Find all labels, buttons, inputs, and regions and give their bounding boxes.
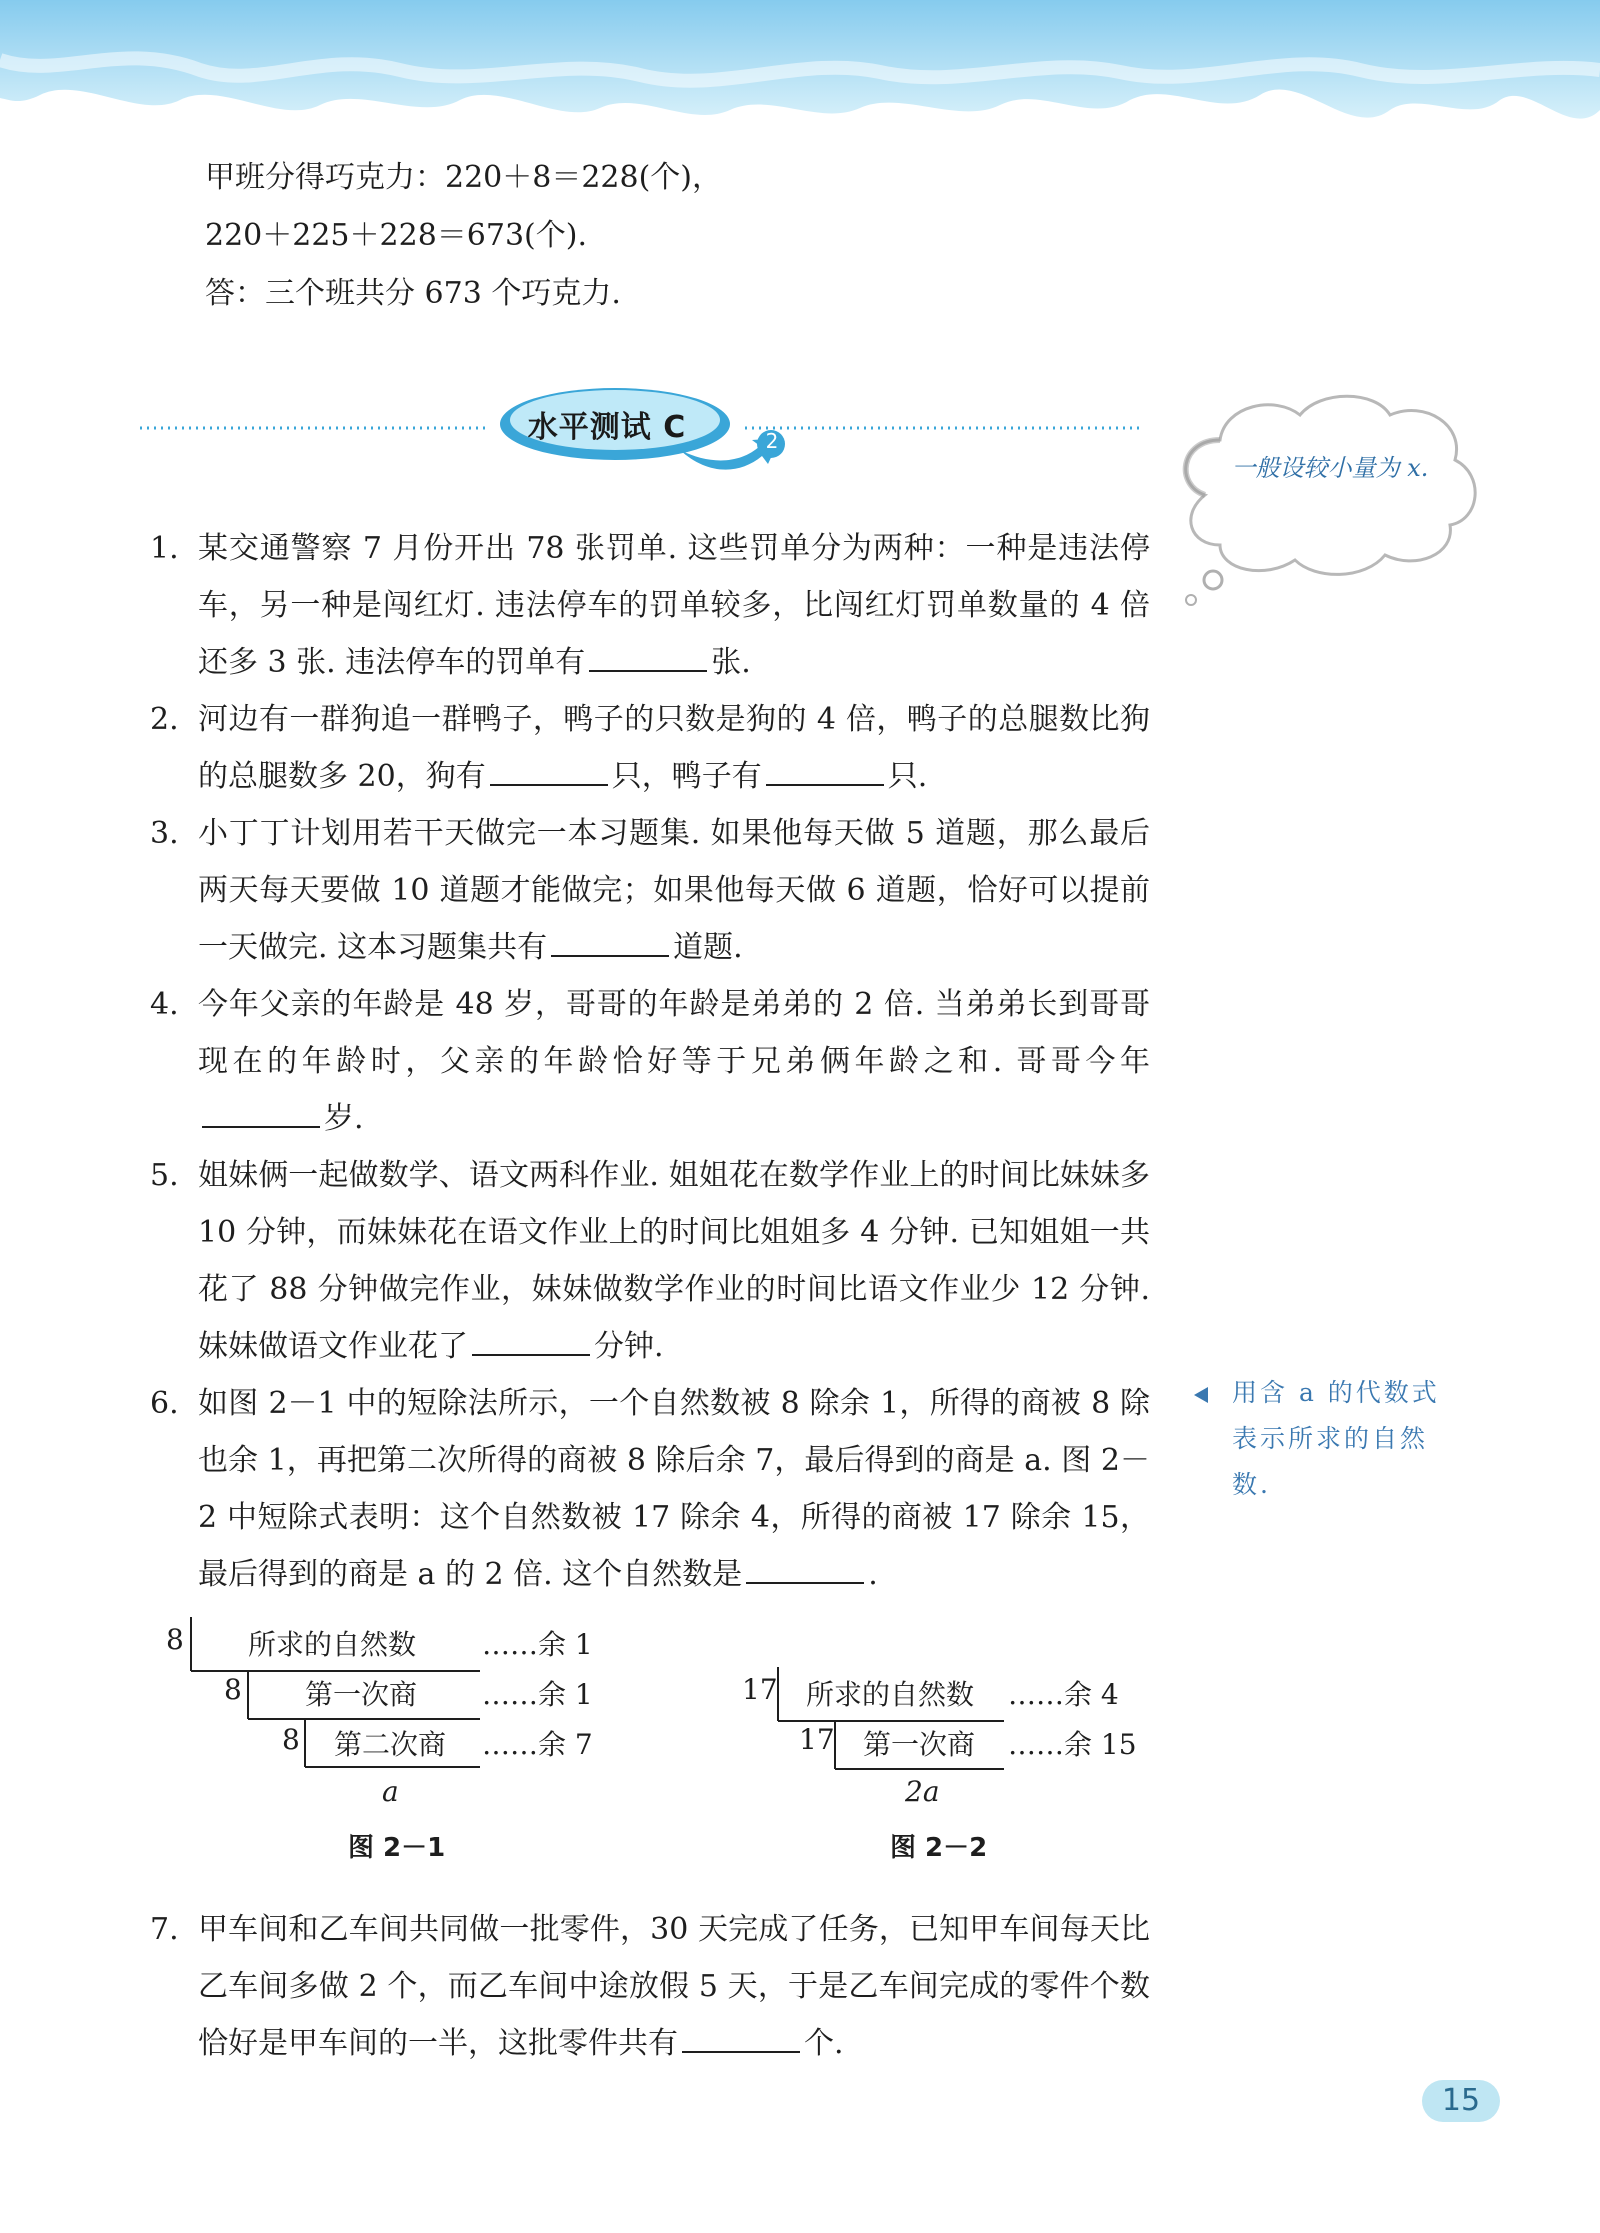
problem-2 xyxy=(150,691,1150,805)
thought-cloud-icon xyxy=(1165,385,1485,615)
problem-text: 某交通警察 7 月份开出 78 张罚单. 这些罚单分为两种：一种是违法停车，另一种是闯红灯. 违法停车的罚单较多，比闯红灯罚单数量的 4 倍还多 3 张. 违法停车的罚单有 xyxy=(198,531,1150,680)
problem-text-end: 个. xyxy=(804,2026,844,2061)
remainder: ……余 4 xyxy=(1008,1678,1119,1711)
quotient: 2a xyxy=(905,1775,940,1808)
figure-2-2 xyxy=(740,1665,1160,1875)
header-cloud-banner xyxy=(0,0,1600,150)
problem-text-end: 张. xyxy=(711,645,751,680)
figure-caption: 图 2－2 xyxy=(890,1833,988,1863)
figure-caption: 图 2－1 xyxy=(348,1833,446,1863)
thought-bubble-text: 一般设较小量为 x. xyxy=(1231,454,1429,482)
answer-blank[interactable] xyxy=(746,1556,864,1584)
problem-text: 小丁丁计划用若干天做完一本习题集. 如果他每天做 5 道题，那么最后两天每天要做 10 道题才能做完；如果他每天做 6 道题，恰好可以提前一天做完. 这本习题集共有 xyxy=(198,816,1150,965)
problem-number: 5. xyxy=(150,1158,179,1193)
problem-text-end: 只. xyxy=(887,759,928,794)
problem-number: 2. xyxy=(150,702,179,737)
problem-text: 姐妹俩一起做数学、语文两科作业. 姐姐花在数学作业上的时间比妹妹多 10 分钟，而妹妹花在语文作业上的时间比姐姐多 4 分钟. 已知姐姐一共花了 88 分钟做完作业，妹妹做数学作业的时间比语文作业少 12 分钟. 妹妹做语文作业花了 xyxy=(198,1158,1150,1364)
quotient: a xyxy=(382,1775,399,1808)
divisor: 8 xyxy=(224,1673,242,1706)
problem-4 xyxy=(150,976,1150,1147)
remainder: ……余 15 xyxy=(1008,1728,1137,1761)
section-title: 水平测试 C xyxy=(527,410,687,445)
dividend: 所求的自然数 xyxy=(248,1628,417,1661)
problem-text: 甲车间和乙车间共同做一批零件，30 天完成了任务，已知甲车间每天比乙车间多做 2 个，而乙车间中途放假 5 天，于是乙车间完成的零件个数恰好是甲车间的一半，这批零件共有 xyxy=(198,1912,1150,2061)
problem-number: 4. xyxy=(150,987,179,1022)
answer-blank[interactable] xyxy=(490,758,608,786)
problem-number: 3. xyxy=(150,816,179,851)
divisor: 8 xyxy=(166,1623,184,1656)
divisor: 17 xyxy=(742,1673,778,1706)
prelude-line-1: 甲班分得巧克力：220＋8＝228(个)， xyxy=(205,160,723,195)
problem-text-end: 分钟. xyxy=(594,1329,664,1364)
dividend: 第一次商 xyxy=(305,1678,418,1711)
dividend: 所求的自然数 xyxy=(806,1678,975,1711)
problem-text-end: . xyxy=(868,1557,878,1592)
problem-text: 如图 2－1 中的短除法所示，一个自然数被 8 除余 1，所得的商被 8 除也余 1，再把第二次所得的商被 8 除后余 7，最后得到的商是 a. 图 2－2 中短除式表明：这个自然数被 17 除余 4，所得的商被 17 除余 15，最后得到的商是 a 的 2 倍. 这个自然数是 xyxy=(198,1386,1150,1592)
problem-6 xyxy=(150,1375,1150,1603)
problem-1 xyxy=(150,520,1150,691)
remainder: ……余 7 xyxy=(482,1728,593,1761)
answer-blank[interactable] xyxy=(472,1328,590,1356)
remainder: ……余 1 xyxy=(482,1628,593,1661)
side-note: 用含 a 的代数式表示所求的自然数. xyxy=(1232,1378,1440,1499)
problem-number: 6. xyxy=(150,1386,179,1421)
answer-blank[interactable] xyxy=(202,1100,320,1128)
figure-2-1 xyxy=(160,1615,620,1875)
answer-blank[interactable] xyxy=(551,929,669,957)
page-number: 15 xyxy=(1441,2083,1481,2118)
problem-text-end: 岁. xyxy=(324,1101,364,1136)
problem-text: 河边有一群狗追一群鸭子，鸭子的只数是狗的 4 倍，鸭子的总腿数比狗的总腿数多 20，狗有 xyxy=(198,702,1150,794)
problem-text-mid: 只，鸭子有 xyxy=(611,759,762,794)
answer-blank[interactable] xyxy=(589,644,707,672)
section-number: 2 xyxy=(765,429,779,453)
prelude-line-3: 答：三个班共分 673 个巧克力. xyxy=(205,276,621,311)
dividend: 第二次商 xyxy=(334,1728,447,1761)
problem-number: 1. xyxy=(150,531,179,566)
problem-3 xyxy=(150,805,1150,976)
triangle-left-icon xyxy=(1192,1385,1210,1405)
dividend: 第一次商 xyxy=(863,1728,976,1761)
problem-5 xyxy=(150,1147,1150,1375)
problem-text: 今年父亲的年龄是 48 岁，哥哥的年龄是弟弟的 2 倍. 当弟弟长到哥哥现在的年龄时，父亲的年龄恰好等于兄弟俩年龄之和. 哥哥今年 xyxy=(198,987,1150,1079)
problem-7 xyxy=(150,1901,1150,2072)
answer-blank[interactable] xyxy=(766,758,884,786)
prelude-line-2: 220＋225＋228＝673(个). xyxy=(205,218,587,253)
problem-number: 7. xyxy=(150,1912,179,1947)
answer-blank[interactable] xyxy=(682,2025,800,2053)
problem-text-end: 道题. xyxy=(673,930,743,965)
divisor: 17 xyxy=(799,1723,835,1756)
divisor: 8 xyxy=(282,1723,300,1756)
remainder: ……余 1 xyxy=(482,1678,593,1711)
